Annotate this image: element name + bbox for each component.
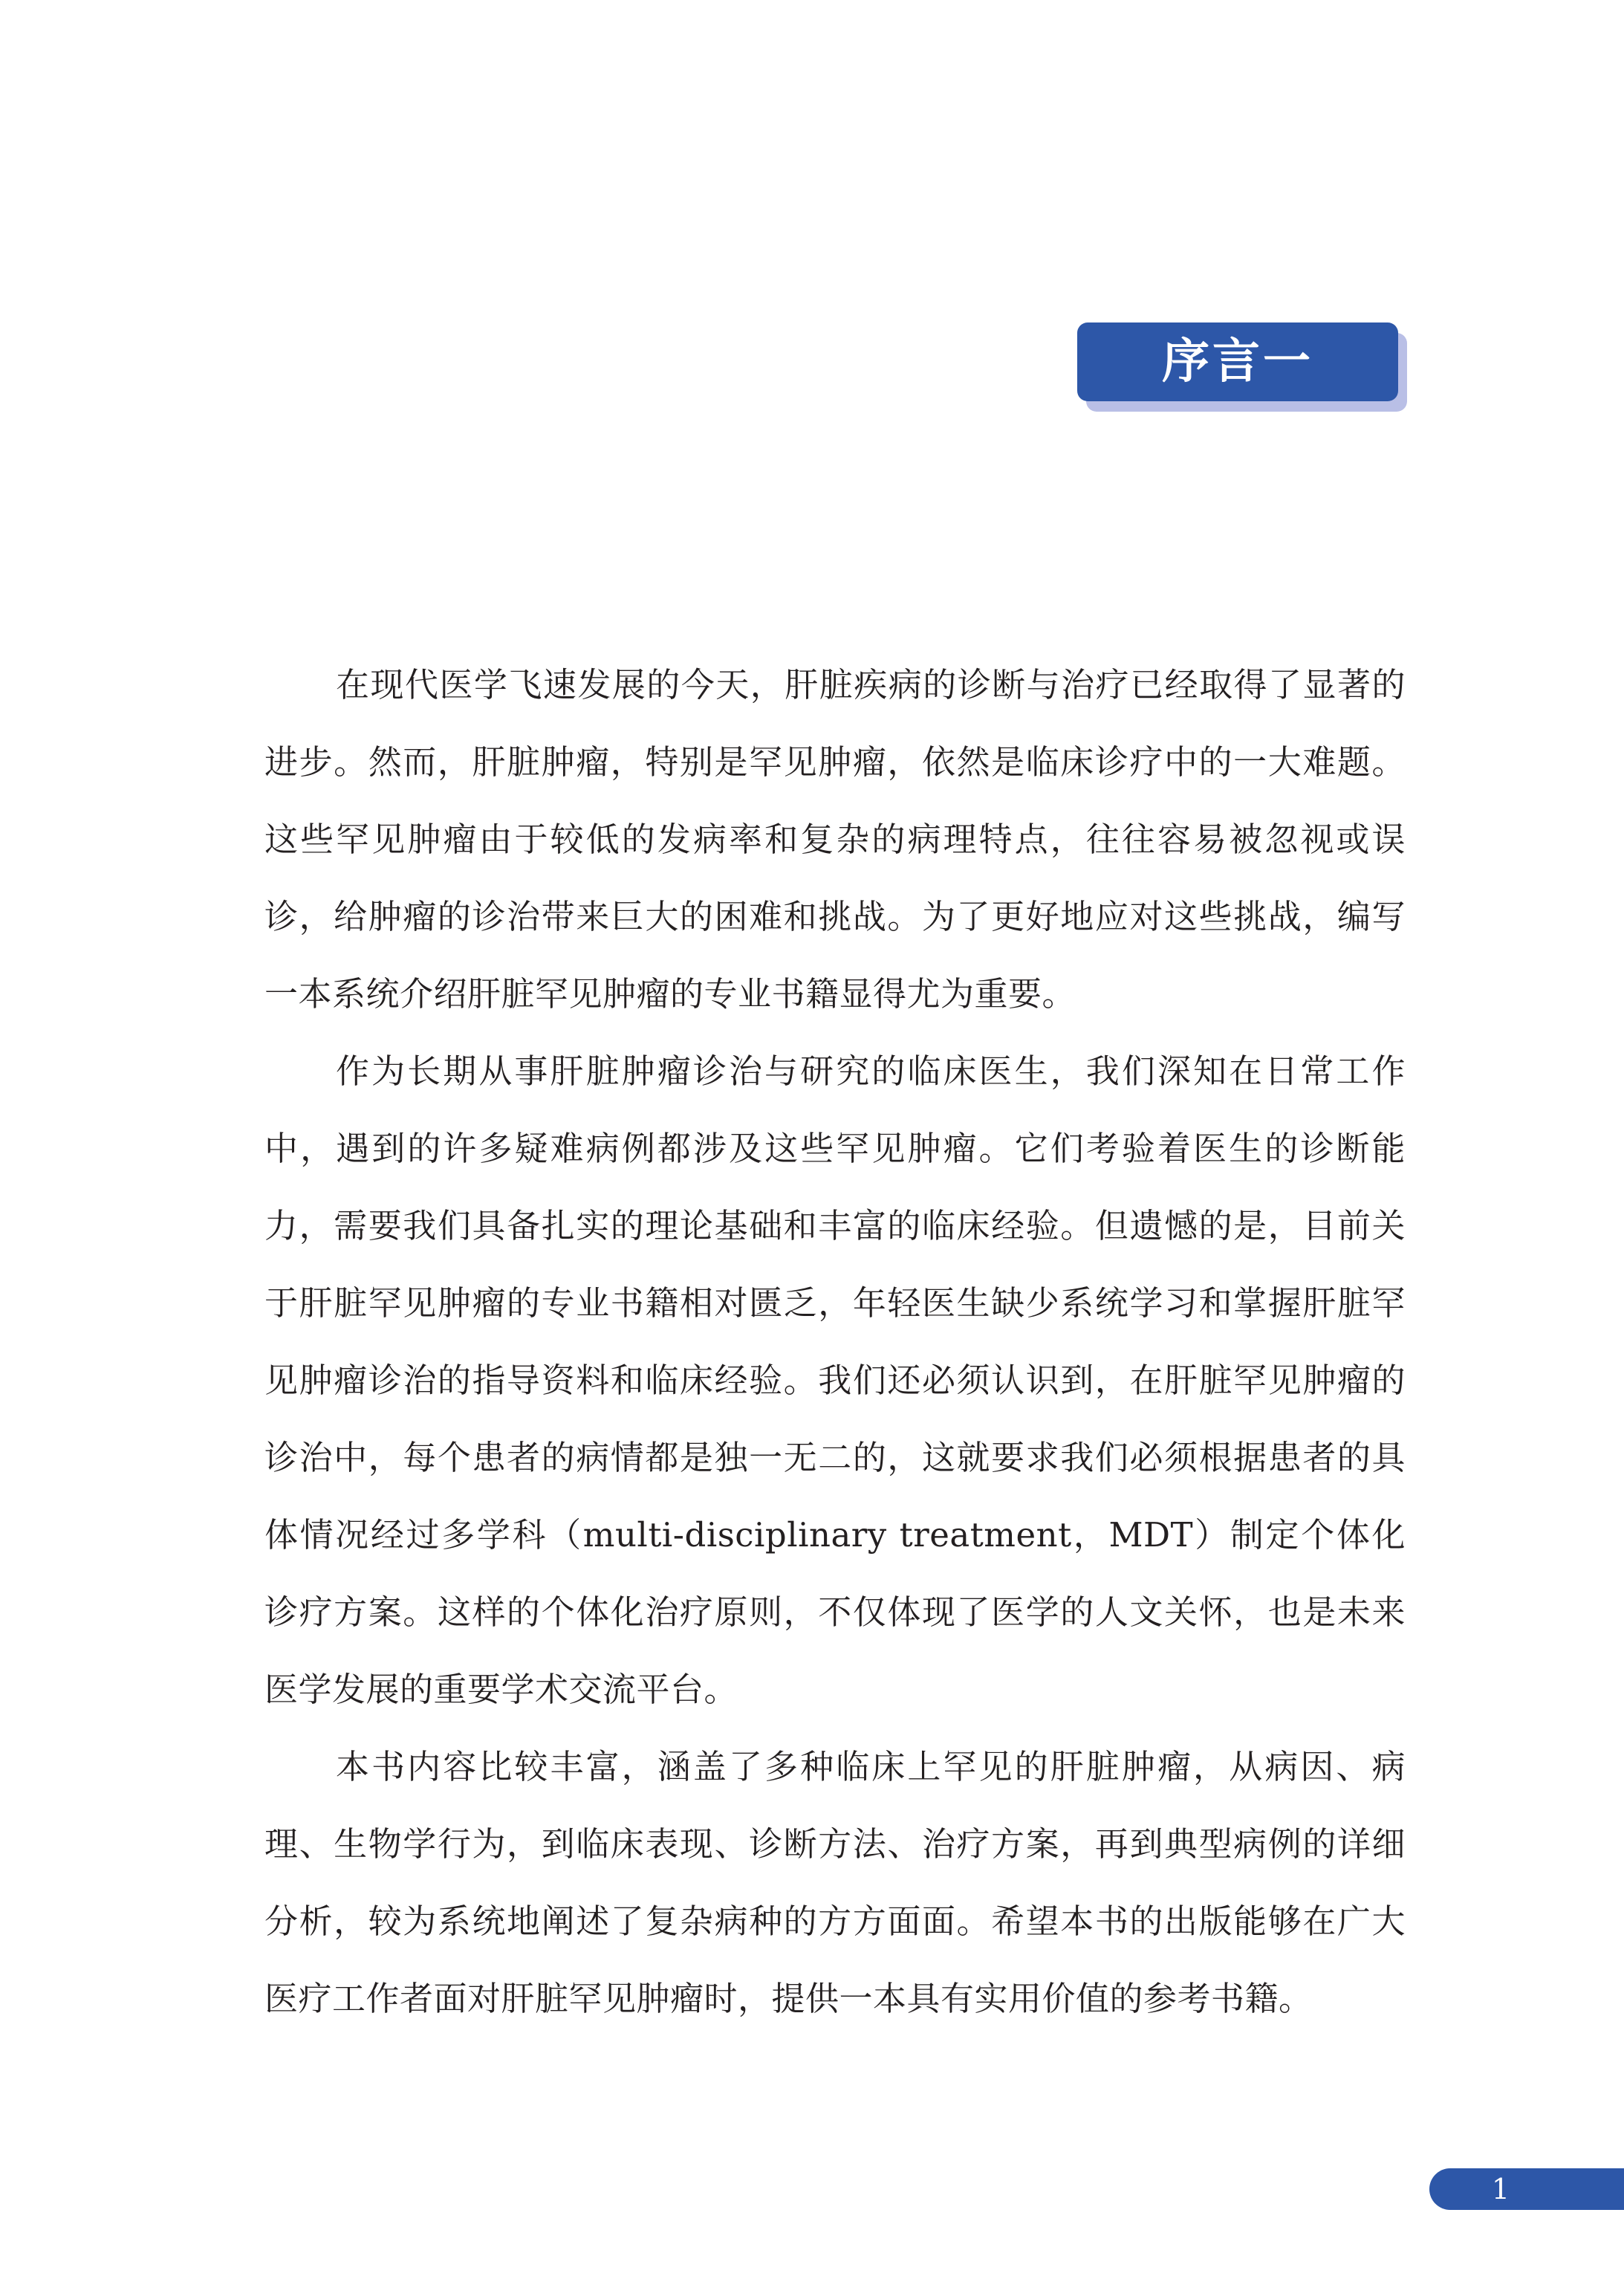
preface-body (264, 646, 1406, 2038)
chapter-title: 序言一 (1162, 334, 1313, 389)
page-number-tab (1429, 2168, 1624, 2210)
chapter-title-badge (1077, 322, 1398, 401)
paragraph-2: 作为长期从事肝脏肿瘤诊治与研究的临床医生，我们深知在日常工作中，遇到的许多疑难病例都涉及这些罕见肿瘤。它们考验着医生的诊断能力，需要我们具备扎实的理论基础和丰富的临床经验。但遗憾的是，目前关于肝脏罕见肿瘤的专业书籍相对匮乏，年轻医生缺少系统学习和掌握肝脏罕见肿瘤诊治的指导资料和临床经验。我们还必须认识到，在肝脏罕见肿瘤的诊治中，每个患者的病情都是独一无二的，这就要求我们必须根据患者的具体情况经过多学科（multi-disciplinary treatment，MDT）制定个体化诊疗方案。这样的个体化治疗原则，不仅体现了医学的人文关怀，也是未来医学发展的重要学术交流平台。 (264, 1051, 1406, 1709)
title-badge-box (1077, 322, 1398, 401)
paragraph-1: 在现代医学飞速发展的今天，肝脏疾病的诊断与治疗已经取得了显著的进步。然而，肝脏肿瘤，特别是罕见肿瘤，依然是临床诊疗中的一大难题。这些罕见肿瘤由于较低的发病率和复杂的病理特点，往往容易被忽视或误诊，给肿瘤的诊治带来巨大的困难和挑战。为了更好地应对这些挑战，编写一本系统介绍肝脏罕见肿瘤的专业书籍显得尤为重要。 (264, 665, 1406, 1014)
paragraph-3: 本书内容比较丰富，涵盖了多种临床上罕见的肝脏肿瘤，从病因、病理、生物学行为，到临床表现、诊断方法、治疗方案，再到典型病例的详细分析，较为系统地阐述了复杂病种的方方面面。希望本书的出版能够在广大医疗工作者面对肝脏罕见肿瘤时，提供一本具有实用价值的参考书籍。 (264, 1747, 1406, 2018)
page-number: 1 (1491, 2173, 1510, 2205)
